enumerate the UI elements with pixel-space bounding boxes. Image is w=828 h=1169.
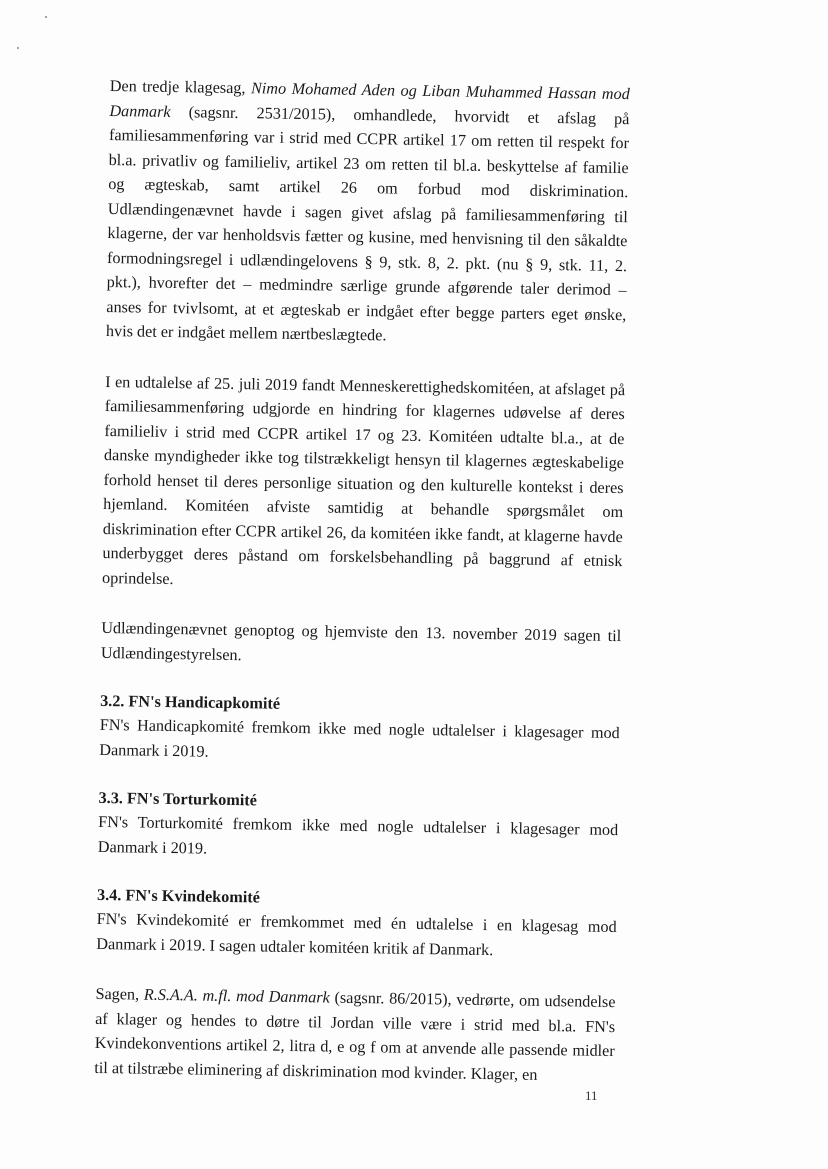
paragraph-committee-statement: I en udtalelse af 25. juli 2019 fandt Menneskerettighedskomitéen, at afslaget på familiesammenføring udgjorde en hindring for klagernes udøvelse af deres familieliv i strid med CCPR artikel 17 og 23. Komitéen udtalte bl.a., at de danske myndigheder ikke tog tilstrækkeligt hensyn til klagernes ægteskabelige forhold henset til deres personlige situation og den kulturelle kontekst i deres hjemland. Komitéen afviste samtidig at behandle spørgsmålet om diskrimination efter CCPR artikel 26, da komitéen ikke fandt, at klagerne havde underbygget deres påstand om forskelsbehandling på baggrund af etnisk oprindelse. <box>101 372 626 588</box>
section-heading-3-3: 3.3. FN's Torturkomité <box>98 788 258 810</box>
case-name: Nimo Mohamed Aden og Liban Muhammed Hassan mod Danmark <box>109 79 630 121</box>
paragraph-third-complaint <box>106 74 630 352</box>
paragraph-rsaa-case <box>94 982 615 1088</box>
paragraph-women-committee: FN's Kvindekomité er fremkommet med én udtalelse i en klagesag mod Danmark i 2019. I sagen udtaler komitéen kritik af Danmark. <box>96 909 617 959</box>
page-body <box>94 74 630 1088</box>
paragraph-handicap-committee: FN's Handicapkomité fremkom ikke med nogle udtalelser i klagesager mod Danmark i 2019. <box>99 715 620 761</box>
paragraph-reopening: Udlændingenævnet genoptog og hjemviste den 13. november 2019 sagen til Udlændingestyrelsen. <box>100 618 622 664</box>
paragraph-torture-committee: FN's Torturkomité fremkom ikke med nogle udtalelser i klagesager mod Danmark i 2019. <box>97 812 619 858</box>
paragraph-text: (sagsnr. 2531/2015), omhandlede, hvorvidt et afslag på familiesammenføring var i strid med CCPR artikel 17 om retten til respekt for bl.a. privatliv og familieliv, artikel 23 om retten til bl.a. beskyttelse af familie og ægteskab, samt artikel 26 om forbud mod diskrimination. Udlændingenævnet havde i sagen givet afslag på familiesammenføring til klagerne, der var henholdsvis fætter og kusine, med henvisning til den såkaldte formodningsregel i udlændingelovens § 9, stk. 8, 2. pkt. (nu § 9, stk. 11, 2. pkt.), hvorefter det – medmindre særlige grunde afgørende taler derimod – anses for tvivlsomt, at et ægteskab er indgået efter begge parters eget ønske, hvis det er indgået mellem nærtbeslægtede. <box>105 102 630 345</box>
paragraph-text: (sagsnr. 86/2015), vedrørte, om udsendelse af klager og hendes to døtre til Jordan ville være i strid med bl.a. FN's Kvindekonventions artikel 2, litra d, e og f om at anvende alle passende midler til at tilstræbe eliminering af diskrimination mod kvinder. Klager, en <box>94 988 616 1084</box>
section-heading-3-2: 3.2. FN's Handicapkomité <box>100 691 281 713</box>
case-name: R.S.A.A. m.fl. mod Danmark <box>143 985 330 1007</box>
page-number: 11 <box>585 1088 598 1103</box>
paragraph-text: Sagen, <box>95 984 145 1004</box>
scan-speck <box>17 47 19 49</box>
paragraph-text: Den tredje klagesag, <box>109 76 252 98</box>
section-heading-3-4: 3.4. FN's Kvindekomité <box>96 885 261 907</box>
scan-speck <box>45 16 47 18</box>
